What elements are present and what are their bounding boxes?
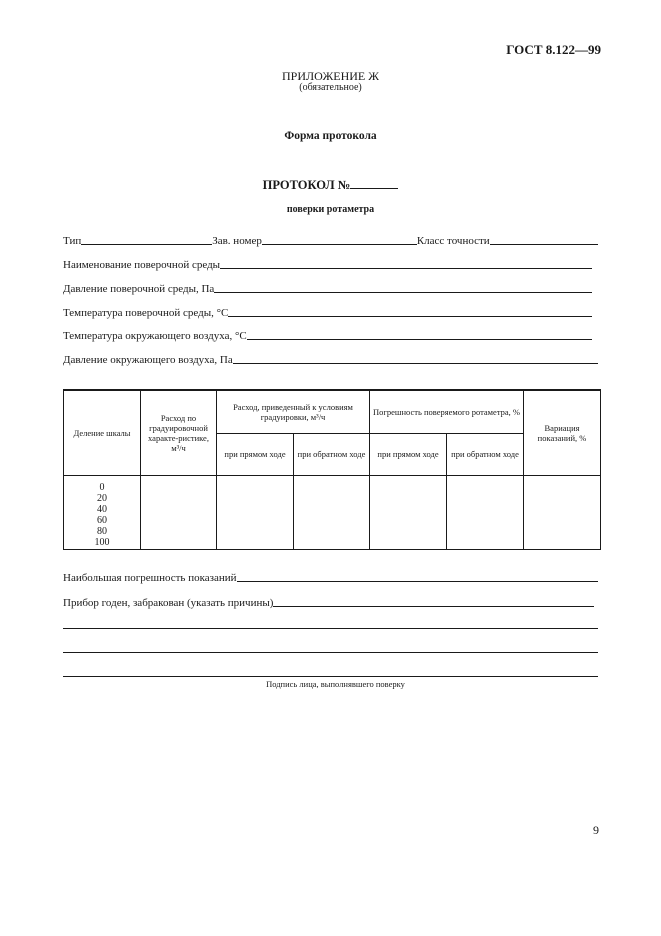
cell-flow-graduation[interactable] [141, 475, 217, 549]
field-row-max-error [63, 570, 598, 584]
subheader-flow-forward: при прямом ходе [217, 433, 294, 475]
subheader-error-forward: при прямом ходе [370, 433, 447, 475]
field-row-medium-pressure [63, 281, 592, 295]
ambient-temp-label: Температура окружающего воздуха, °С [63, 330, 247, 342]
protocol-title [0, 177, 661, 193]
max-error-blank[interactable] [237, 581, 598, 582]
scale-value: 80 [97, 525, 107, 537]
cell-error-forward[interactable] [370, 475, 447, 549]
cell-variation[interactable] [524, 475, 601, 549]
scale-value: 0 [99, 481, 105, 493]
medium-temp-label: Температура поверочной среды, °С [63, 307, 229, 319]
cell-error-reverse[interactable] [447, 475, 524, 549]
scale-values-cell [64, 475, 141, 549]
ambient-pressure-label: Давление окружающего воздуха, Па [63, 354, 233, 366]
header-flow-reduced: Расход, приведенный к условиям градуировки, м³/ч [217, 390, 370, 433]
field-row-medium-name [63, 257, 592, 271]
type-blank[interactable] [81, 244, 212, 245]
ambient-pressure-blank[interactable] [233, 363, 598, 364]
appendix-subtitle: (обязательное) [299, 82, 362, 93]
medium-pressure-label: Давление поверочной среды, Па [63, 283, 215, 295]
type-label: Тип [63, 235, 82, 247]
page-number: 9 [593, 823, 599, 837]
header-variation: Вариация показаний, % [524, 390, 601, 475]
medium-temp-blank[interactable] [228, 316, 592, 317]
max-error-label: Наибольшая погрешность показаний [63, 572, 237, 584]
signature-caption: Подпись лица, выполнявшего поверку [266, 679, 405, 689]
scale-value: 20 [97, 492, 107, 504]
subheader-error-reverse: при обратном ходе [447, 433, 524, 475]
field-row-type [63, 233, 598, 247]
document-code: ГОСТ 8.122—99 [506, 42, 601, 57]
protocol-subtitle: поверки ротаметра [286, 204, 375, 215]
scale-value: 40 [97, 503, 107, 515]
scale-value: 100 [94, 536, 110, 548]
ambient-temp-blank[interactable] [247, 339, 592, 340]
serial-label: Зав. номер [212, 235, 262, 247]
header-error: Погрешность поверяемого ротаметра, % [370, 390, 524, 433]
accuracy-label: Класс точности [416, 235, 490, 247]
field-row-ambient-pressure [63, 352, 598, 366]
protocol-title-text: ПРОТОКОЛ № [262, 178, 351, 192]
form-title: Форма протокола [284, 130, 377, 142]
accuracy-blank[interactable] [490, 244, 598, 245]
header-scale: Деление шкалы [64, 390, 141, 475]
medium-name-label: Наименование поверочной среды [63, 259, 221, 271]
field-row-verdict [63, 595, 594, 609]
subheader-flow-reverse: при обратном ходе [294, 433, 370, 475]
header-flow-graduation: Расход по градуировочной характе-ристике, м³/ч [141, 390, 217, 475]
verdict-label: Прибор годен, забракован (указать причины) [63, 597, 274, 609]
cell-flow-forward[interactable] [217, 475, 294, 549]
notes-blank-line-2[interactable] [63, 652, 598, 653]
verification-table [63, 389, 601, 550]
appendix-heading [0, 70, 661, 94]
medium-pressure-blank[interactable] [214, 292, 592, 293]
verdict-blank[interactable] [273, 606, 594, 607]
appendix-title: ПРИЛОЖЕНИЕ Ж [281, 69, 379, 83]
field-row-medium-temp [63, 305, 592, 319]
signature-blank-line[interactable] [63, 676, 598, 677]
protocol-number-blank[interactable] [350, 177, 398, 189]
cell-flow-reverse[interactable] [294, 475, 370, 549]
notes-blank-line-1[interactable] [63, 628, 598, 629]
serial-blank[interactable] [262, 244, 417, 245]
medium-name-blank[interactable] [220, 268, 592, 269]
scale-value: 60 [97, 514, 107, 526]
field-row-ambient-temp [63, 328, 592, 342]
